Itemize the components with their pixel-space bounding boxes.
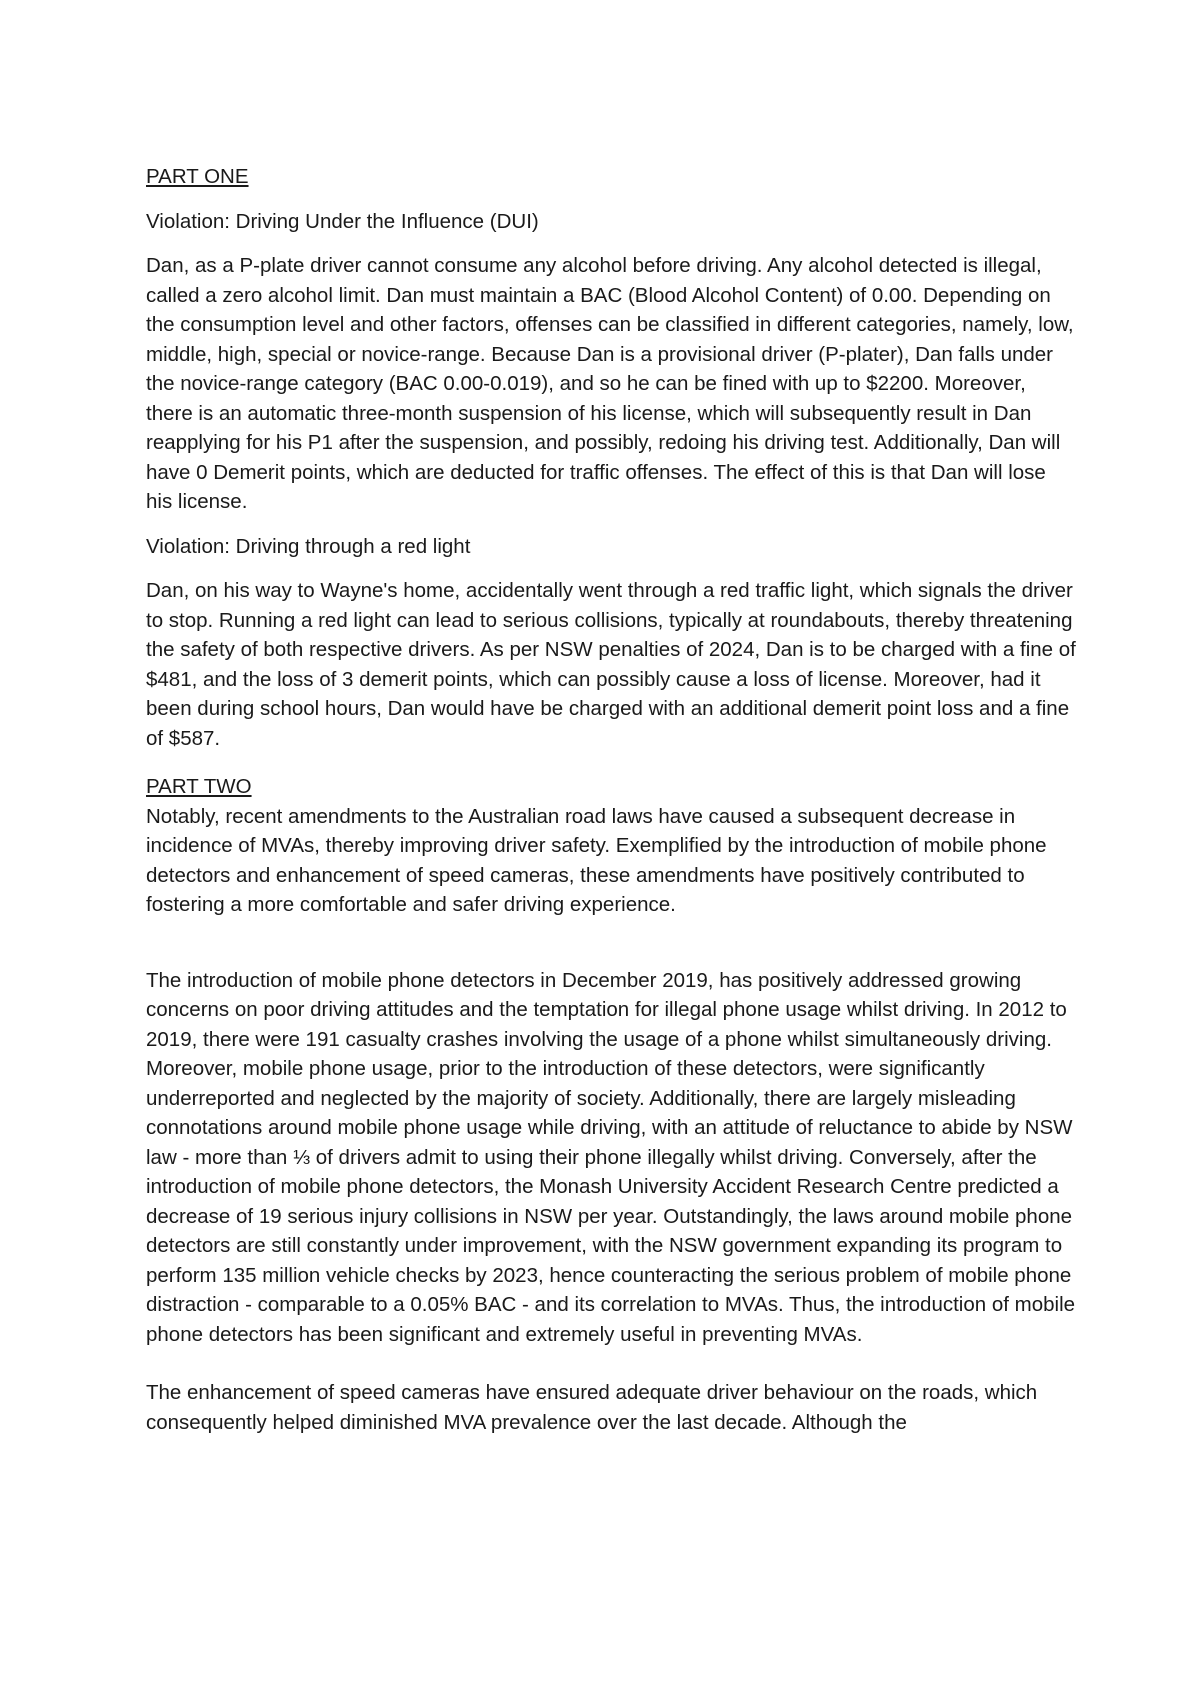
violation-dui-paragraph: Dan, as a P-plate driver cannot consume any alcohol before driving. Any alcohol detected is illegal, called a zero alcohol limit. Dan must maintain a BAC (Blood Alcohol Content) of 0.00. Depending on the consumption level and other factors, offenses can be classified in different categories, namely, low, middle, high, special or novice-range. Because Dan is a provisional driver (P-plater), Dan falls under the novice-range category (BAC 0.00-0.019), and so he can be fined with up to $2200. Moreover, there is an automatic three-month suspension of his license, which will subsequently result in Dan reapplying for his P1 after the suspension, and possibly, redoing his driving test. Additionally, Dan will have 0 Demerit points, which are deducted for traffic offenses. The effect of this is that Dan will lose his license. <box>146 254 1074 513</box>
part-two-heading: PART TWO <box>146 775 252 798</box>
document-page <box>146 162 1076 1452</box>
violation-red-light-paragraph: Dan, on his way to Wayne's home, accidentally went through a red traffic light, which signals the driver to stop. Running a red light can lead to serious collisions, typically at roundabouts, thereby threatening the safety of both respective drivers. As per NSW penalties of 2024, Dan is to be charged with a fine of $481, and the loss of 3 demerit points, which can possibly cause a loss of license. Moreover, had it been during school hours, Dan would have be charged with an additional demerit point loss and a fine of $587. <box>146 579 1076 750</box>
part-one-heading: PART ONE <box>146 165 249 188</box>
part-two-intro-paragraph: Notably, recent amendments to the Australian road laws have caused a subsequent decrease in incidence of MVAs, thereby improving driver safety. Exemplified by the introduction of mobile phone detectors and enhancement of speed cameras, these amendments have positively contributed to fostering a more comfortable and safer driving experience. <box>146 804 1047 916</box>
violation-red-light-title: Violation: Driving through a red light <box>146 534 471 558</box>
violation-dui-title: Violation: Driving Under the Influence (DUI) <box>146 209 539 233</box>
speed-cameras-paragraph: The enhancement of speed cameras have ensured adequate driver behaviour on the roads, which consequently helped diminished MVA prevalence over the last decade. Although the <box>146 1381 1038 1434</box>
phone-detectors-paragraph: The introduction of mobile phone detectors in December 2019, has positively addressed growing concerns on poor driving attitudes and the temptation for illegal phone usage whilst driving. In 2012 to 2019, there were 191 casualty crashes involving the usage of a phone whilst simultaneously driving. Moreover, mobile phone usage, prior to the introduction of these detectors, were significantly underreported and neglected by the majority of society. Additionally, there are largely misleading connotations around mobile phone usage while driving, with an attitude of reluctance to abide by NSW law - more than ⅓ of drivers admit to using their phone illegally whilst driving. Conversely, after the introduction of mobile phone detectors, the Monash University Accident Research Centre predicted a decrease of 19 serious injury collisions in NSW per year. Outstandingly, the laws around mobile phone detectors are still constantly under improvement, with the NSW government expanding its program to perform 135 million vehicle checks by 2023, hence counteracting the serious problem of mobile phone distraction - comparable to a 0.05% BAC - and its correlation to MVAs. Thus, the introduction of mobile phone detectors has been significant and extremely useful in preventing MVAs. <box>146 968 1076 1346</box>
